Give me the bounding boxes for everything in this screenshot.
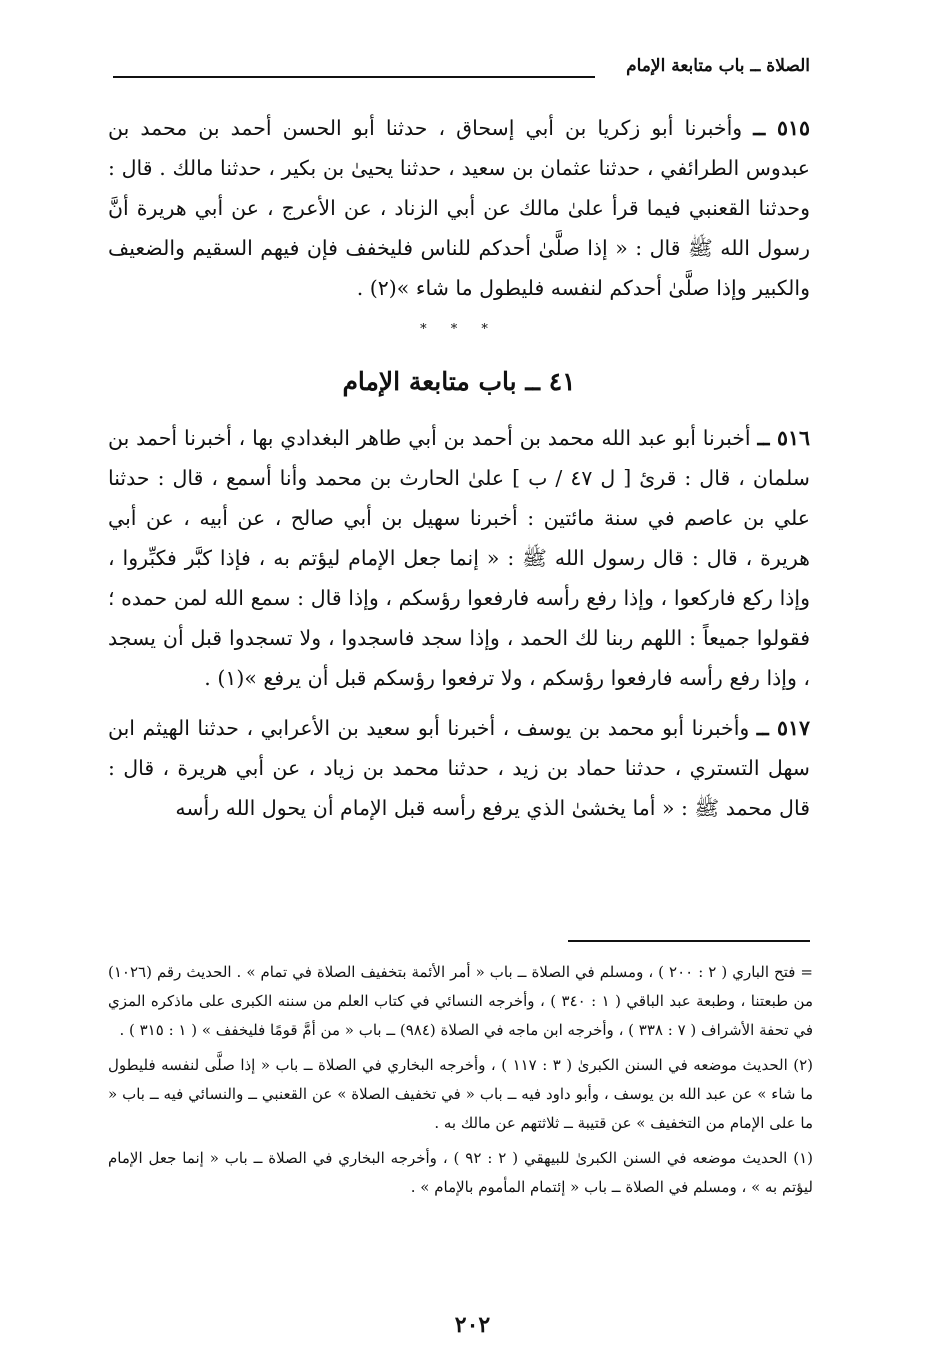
header-rule — [113, 76, 595, 78]
section-separator: * * * — [420, 322, 498, 337]
footnote-2: (٢) الحديث موضعه في السنن الكبرىٰ ( ٣ : ١١٧ ) ، وأخرجه البخاري في الصلاة ــ باب « إذا صلَّى لنفسه فليطول ما شاء » عن عبد الله بن يوسف ، وأبو داود فيه ــ باب « في تخفيف الصلاة » عن القعنبي ــ والنسائي فيه ــ باب « ما على الإمام من التخفيف » عن قتيبة ــ ثلاثتهم عن مالك به . — [108, 1056, 813, 1132]
hadith-text: وأخبرنا أبو زكريا بن أبي إسحاق ، حدثنا أبو الحسن أحمد بن محمد بن عبدوس الطرائفي ، حدثنا عثمان بن سعيد ، حدثنا يحيىٰ بن بكير ، حدثنا مالك . قال : وحدثنا القعنبي فيما قرأ علىٰ مالك عن أبي الزناد ، عن الأعرج ، عن أبي هريرة أنَّ رسول الله ﷺ قال : « إذا صلَّىٰ أحدكم للناس فليخفف فإن فيهم السقيم والضعيف والكبير وإذا صلَّىٰ أحدكم لنفسه فليطول ما شاء »(٢) . — [108, 116, 810, 300]
hadith-517 — [108, 708, 810, 828]
running-title: الصلاة ــ باب متابعة الإمام — [616, 56, 810, 76]
running-header — [113, 56, 810, 84]
page-number: ٢٠٢ — [454, 1312, 491, 1338]
chapter-title: ٤١ ــ باب متابعة الإمام — [342, 367, 576, 396]
hadith-number: ٥١٧ ــ — [756, 716, 810, 740]
hadith-515 — [108, 108, 810, 308]
main-text — [108, 108, 810, 838]
footnote-1: (١) الحديث موضعه في السنن الكبرىٰ للبيهقي ( ٢ : ٩٢ ) ، وأخرجه البخاري في الصلاة ــ باب « إنما جعل الإمام ليؤتم به » ، ومسلم في الصلاة ــ باب « إئتمام المأموم بالإمام » . — [108, 1149, 813, 1196]
footnote-continued: = فتح الباري ( ٢ : ٢٠٠ ) ، ومسلم في الصلاة ــ باب « أمر الأئمة بتخفيف الصلاة في تمام » . الحديث رقم (١٠٢٦) من طبعتنا ، وطبعة عبد الباقي ( ١ : ٣٤٠ ) ، وأخرجه النسائي في كتاب العلم من سننه الكبرى على ماذكره المزي في تحفة الأشراف ( ٧ : ٣٣٨ ) ، وأخرجه ابن ماجه في الصلاة (٩٨٤) ــ باب « من أمَّ قومًا فليخفف » ( ١ : ٣١٥ ) . — [108, 963, 814, 1039]
hadith-text: أخبرنا أبو عبد الله محمد بن أحمد بن أبي طاهر البغدادي بها ، أخبرنا أحمد بن سلمان ، قال : قرئ [ ل ٤٧ / ب ] علىٰ الحارث بن محمد وأنا أسمع ، قال : حدثنا علي بن عاصم في سنة مائتين : أخبرنا سهيل بن أبي صالح ، عن أبيه ، عن أبي هريرة ، قال : قال رسول الله ﷺ : « إنما جعل الإمام ليؤتم به ، فإذا كبَّر فكبِّروا ، وإذا ركع فاركعوا ، وإذا رفع رأسه فارفعوا رؤسكم ، وإذا قال : سمع الله لمن حمده ؛ فقولوا جميعاً : اللهم ربنا لك الحمد ، وإذا سجد فاسجدوا ، ولا تسجدوا قبل أن يسجد ، وإذا رفع رأسه فارفعوا رؤسكم ، ولا ترفعوا رؤسكم قبل أن يرفع »(١) . — [108, 426, 810, 690]
footnotes — [108, 958, 813, 1208]
hadith-number: ٥١٥ ــ — [753, 116, 810, 140]
hadith-number: ٥١٦ ــ — [757, 426, 810, 450]
hadith-text: وأخبرنا أبو محمد بن يوسف ، أخبرنا أبو سعيد بن الأعرابي ، حدثنا الهيثم ابن سهل التستري ، حدثنا حماد بن زيد ، حدثنا محمد بن زياد ، عن أبي هريرة ، قال : قال محمد ﷺ : « أما يخشىٰ الذي يرفع رأسه قبل الإمام أن يحول الله رأسه — [108, 716, 810, 820]
hadith-516 — [108, 418, 810, 698]
footnote-rule — [568, 940, 810, 942]
